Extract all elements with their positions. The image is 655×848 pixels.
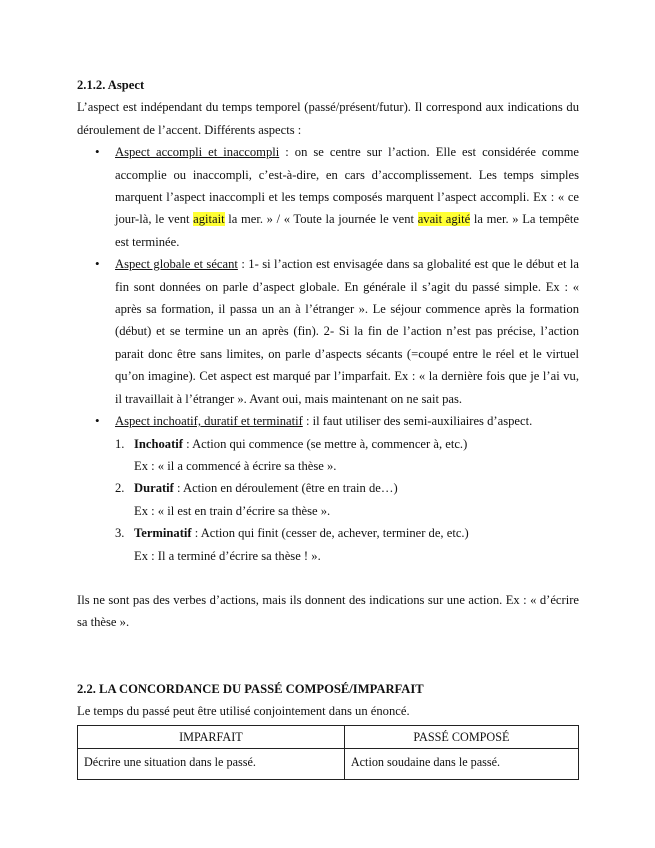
numbered-aspect-list xyxy=(77,433,579,567)
highlight-agitait: agitait xyxy=(193,212,225,227)
aspect-intro-paragraph: L’aspect est indépendant du temps temporel (passé/présent/futur). Il correspond aux indications du déroulement de l’accent. Différents aspects : xyxy=(77,100,579,137)
item-definition: : Action en déroulement (être en train de…) xyxy=(173,481,398,496)
table-header-row xyxy=(78,725,579,748)
aspect-bullet-list xyxy=(77,141,579,432)
highlight-avait-agite: avait agité xyxy=(417,212,471,227)
spacer xyxy=(77,567,579,589)
item-definition: : Action qui finit (cesser de, achever, terminer de, etc.) xyxy=(191,526,469,541)
numbered-item-inchoatif xyxy=(77,433,579,478)
item-number: 3. xyxy=(115,526,125,541)
item-term: Inchoatif xyxy=(134,436,183,451)
bullet-term-globale: Aspect globale et sécant xyxy=(115,257,238,272)
page-content xyxy=(77,74,579,780)
numbered-item-duratif xyxy=(77,477,579,522)
item-example: Ex : « il est en train d’écrire sa thèse ». xyxy=(134,503,331,518)
item-example: Ex : « il a commencé à écrire sa thèse ». xyxy=(134,458,337,473)
item-example: Ex : Il a terminé d’écrire sa thèse ! ». xyxy=(134,548,321,563)
bullet-item-globale xyxy=(77,253,579,410)
bullet-text-inchoatif: : il faut utiliser des semi-auxiliaires d’aspect. xyxy=(302,414,533,429)
item-term: Duratif xyxy=(134,481,174,496)
spacer xyxy=(77,634,579,678)
bullet-item-inchoatif xyxy=(77,410,579,432)
bullet-term-accompli: Aspect accompli et inaccompli xyxy=(115,145,280,160)
item-number: 2. xyxy=(115,481,125,496)
item-number: 1. xyxy=(115,436,125,451)
table-row xyxy=(78,748,579,779)
concordance-intro-paragraph: Le temps du passé peut être utilisé conjointement dans un énoncé. xyxy=(77,704,410,719)
item-term: Terminatif xyxy=(134,526,192,541)
table-cell-passe-compose: Action soudaine dans le passé. xyxy=(344,748,578,779)
comparison-table xyxy=(77,725,579,780)
table-cell-imparfait: Décrire une situation dans le passé. xyxy=(78,748,345,779)
bullet-item-accompli xyxy=(77,141,579,253)
bullet-text-globale: : 1- si l’action est envisagée dans sa globalité est que le début et la fin sont données on parle d’aspect globale. En générale il s’agit du passé simple. Ex : « après sa formation, il passa un an à l’étranger ». Le séjour commence après la formation (début) et se termine un an après (fin). 2- Si la fin de l’action n’est pas précise, l’action parait donc être sans limites, on parle d’aspects sécants (=coupé entre le réel et le virtuel qu’on imagine). Cet aspect est marqué par l’imparfait. Ex : « la dernière fois que je l’ai vu, il travaillait à l’étranger ». Avant oui, mais maintenant on ne sait pas. xyxy=(115,257,579,406)
table-header-passe-compose: PASSÉ COMPOSÉ xyxy=(344,725,578,748)
table-header-imparfait: IMPARFAIT xyxy=(78,725,345,748)
section-heading-concordance: 2.2. LA CONCORDANCE DU PASSÉ COMPOSÉ/IMPARFAIT xyxy=(77,681,424,696)
bullet-text-a: : on se centre sur l’action. Elle est considérée comme accomplie ou inaccompli, c’est-à-dire, en cars d’accomplissement. Les temps simples marquent l’aspect inaccompli et les temps composés marquent l’aspect accompli. Ex : « ce jour-là, le vent xyxy=(115,145,579,227)
bullet-text-b: la mer. » / « Toute la journée le vent xyxy=(224,212,418,227)
closing-paragraph: Ils ne sont pas des verbes d’actions, mais ils donnent des indications sur une action. Ex : « d’écrire sa thèse ». xyxy=(77,592,579,630)
bullet-text-c: la mer. » La tempête est terminée. xyxy=(115,212,579,249)
bullet-term-inchoatif: Aspect inchoatif, duratif et terminatif xyxy=(115,414,303,429)
item-definition: : Action qui commence (se mettre à, commencer à, etc.) xyxy=(182,436,468,451)
numbered-item-terminatif xyxy=(77,522,579,567)
section-heading-aspect: 2.1.2. Aspect xyxy=(77,78,145,92)
